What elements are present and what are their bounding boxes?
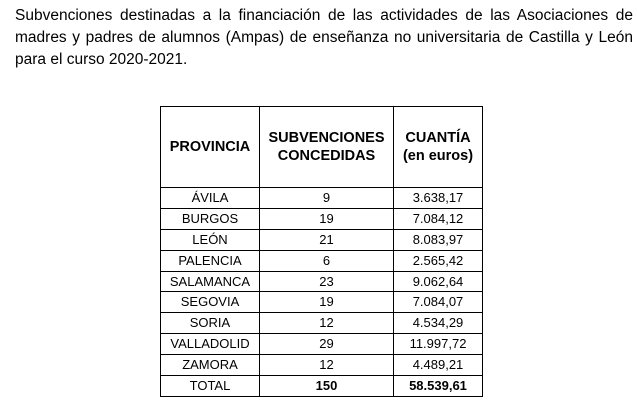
cell-provincia: SORIA [161,313,260,334]
table-header-row [161,107,483,188]
cell-provincia: VALLADOLID [161,334,260,355]
intro-paragraph: Subvenciones destinadas a la financiación de las actividades de las Asociaciones de madres y padres de alumnos (Ampas) de enseñanza no universitaria de Castilla y León para el curso 2020-2021. [15,7,633,68]
table-total-row [161,376,483,397]
cell-cuantia: 9.062,64 [394,271,483,292]
cell-subvenciones: 29 [260,334,394,355]
cell-subvenciones: 12 [260,355,394,376]
cell-cuantia: 4.534,29 [394,313,483,334]
cell-cuantia: 11.997,72 [394,334,483,355]
total-cuantia: 58.539,61 [394,376,483,397]
cell-cuantia: 2.565,42 [394,250,483,271]
table-row [161,188,483,209]
cell-cuantia: 7.084,12 [394,208,483,229]
cell-provincia: SEGOVIA [161,292,260,313]
table-row [161,292,483,313]
cell-subvenciones: 6 [260,250,394,271]
header-provincia: PROVINCIA [161,107,260,188]
cell-subvenciones: 12 [260,313,394,334]
cell-provincia: ZAMORA [161,355,260,376]
total-label: TOTAL [161,376,260,397]
cell-cuantia: 3.638,17 [394,188,483,209]
cell-subvenciones: 19 [260,208,394,229]
cell-subvenciones: 19 [260,292,394,313]
cell-provincia: PALENCIA [161,250,260,271]
cell-provincia: ÁVILA [161,188,260,209]
table-row [161,355,483,376]
cell-provincia: BURGOS [161,208,260,229]
cell-cuantia: 8.083,97 [394,229,483,250]
subsidies-table [160,106,483,397]
table-row [161,313,483,334]
table-row [161,250,483,271]
cell-provincia: SALAMANCA [161,271,260,292]
header-subvenciones: SUBVENCIONES CONCEDIDAS [260,107,394,188]
cell-subvenciones: 21 [260,229,394,250]
table-row [161,334,483,355]
cell-cuantia: 4.489,21 [394,355,483,376]
table-row [161,208,483,229]
cell-subvenciones: 23 [260,271,394,292]
cell-cuantia: 7.084,07 [394,292,483,313]
cell-provincia: LEÓN [161,229,260,250]
table-row [161,271,483,292]
cell-subvenciones: 9 [260,188,394,209]
table-row [161,229,483,250]
total-subvenciones: 150 [260,376,394,397]
header-cuantia: CUANTÍA (en euros) [394,107,483,188]
